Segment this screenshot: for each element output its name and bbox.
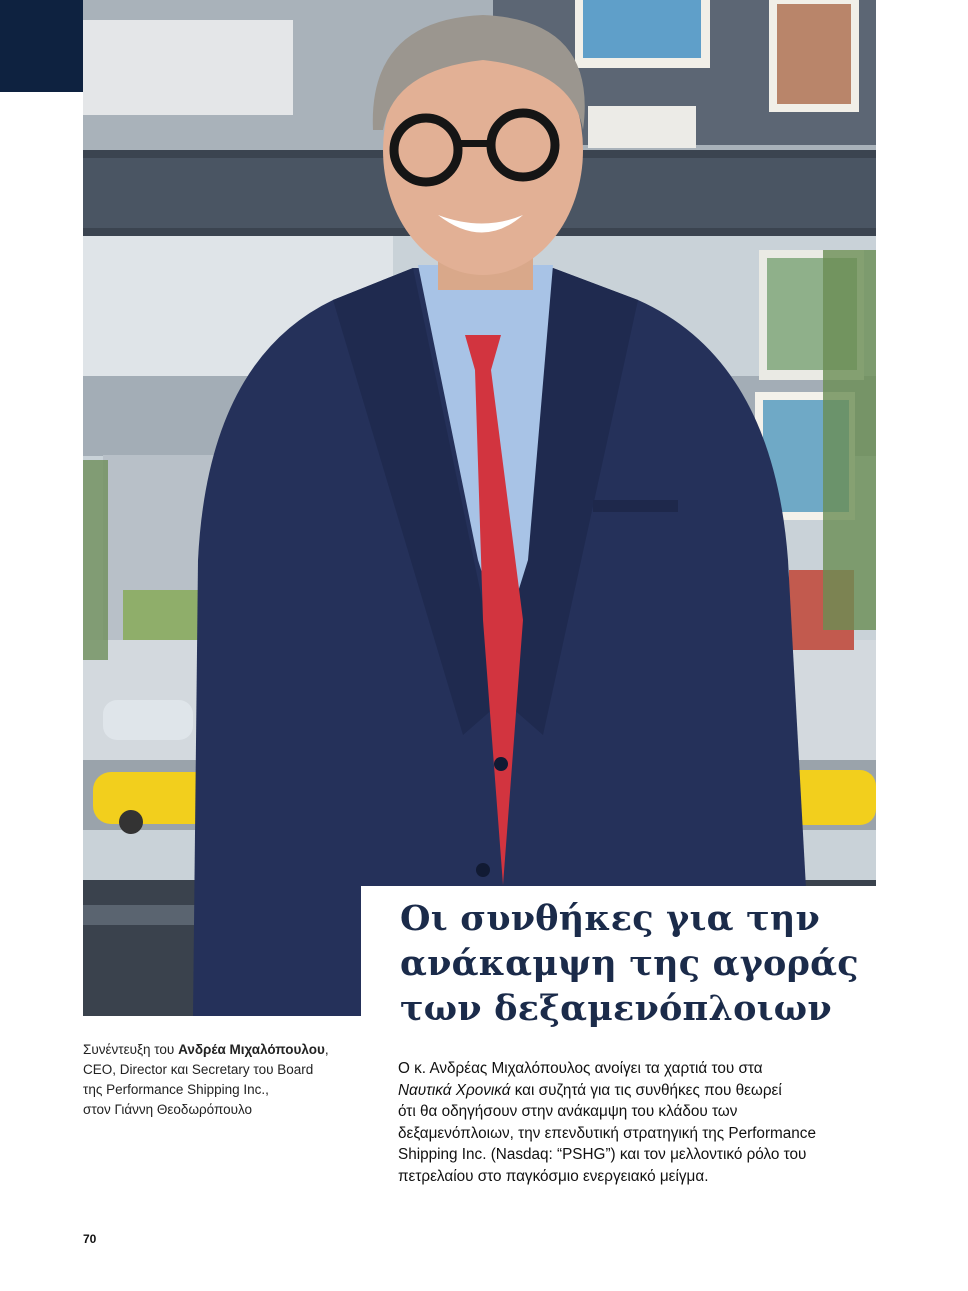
lead-line-1: Ο κ. Ανδρέας Μιχαλόπουλος ανοίγει τα χαρτιά του στα bbox=[398, 1060, 763, 1077]
caption-line-1 bbox=[83, 1040, 363, 1060]
caption-line-2: CEO, Director και Secretary του Board bbox=[83, 1062, 314, 1077]
page-number: 70 bbox=[83, 1232, 97, 1246]
caption-prefix: Συνέντευξη του bbox=[83, 1042, 179, 1057]
interviewee-name: Ανδρέα Μιχαλόπουλου bbox=[178, 1042, 325, 1057]
lead-line-4: δεξαμενόπλοιων, την επενδυτική στρατηγική της Performance bbox=[398, 1124, 816, 1142]
article-headline bbox=[400, 896, 870, 1031]
brand-corner-block bbox=[0, 0, 83, 92]
headline-line-2: ανάκαμψη της αγοράς bbox=[400, 943, 859, 984]
interview-caption bbox=[83, 1040, 363, 1120]
article-lead bbox=[398, 1058, 878, 1187]
lead-line-2 bbox=[398, 1080, 878, 1102]
headline-line-3: των δεξαμενόπλοιων bbox=[400, 988, 832, 1029]
headline-line-1: Οι συνθήκες για την bbox=[400, 898, 821, 939]
caption-line-3: της Performance Shipping Inc., bbox=[83, 1082, 269, 1097]
lead-line-6: πετρελαίου στο παγκόσμιο ενεργειακό μείγμα. bbox=[398, 1167, 709, 1185]
caption-comma: , bbox=[324, 1042, 329, 1057]
caption-line-4: στον Γιάννη Θεοδωρόπουλο bbox=[83, 1102, 253, 1117]
lead-line-2-rest: και συζητά για τις συνθήκες που θεωρεί bbox=[510, 1081, 782, 1099]
publication-name: Ναυτικά Χρονικά bbox=[398, 1081, 511, 1099]
lead-line-5: Shipping Inc. (Nasdaq: “PSHG”) και τον μελλοντικό ρόλο του bbox=[398, 1146, 807, 1163]
lead-line-3: ότι θα οδηγήσουν στην ανάκαμψη του κλάδου των bbox=[398, 1103, 738, 1120]
portrait-photo bbox=[83, 0, 876, 1016]
